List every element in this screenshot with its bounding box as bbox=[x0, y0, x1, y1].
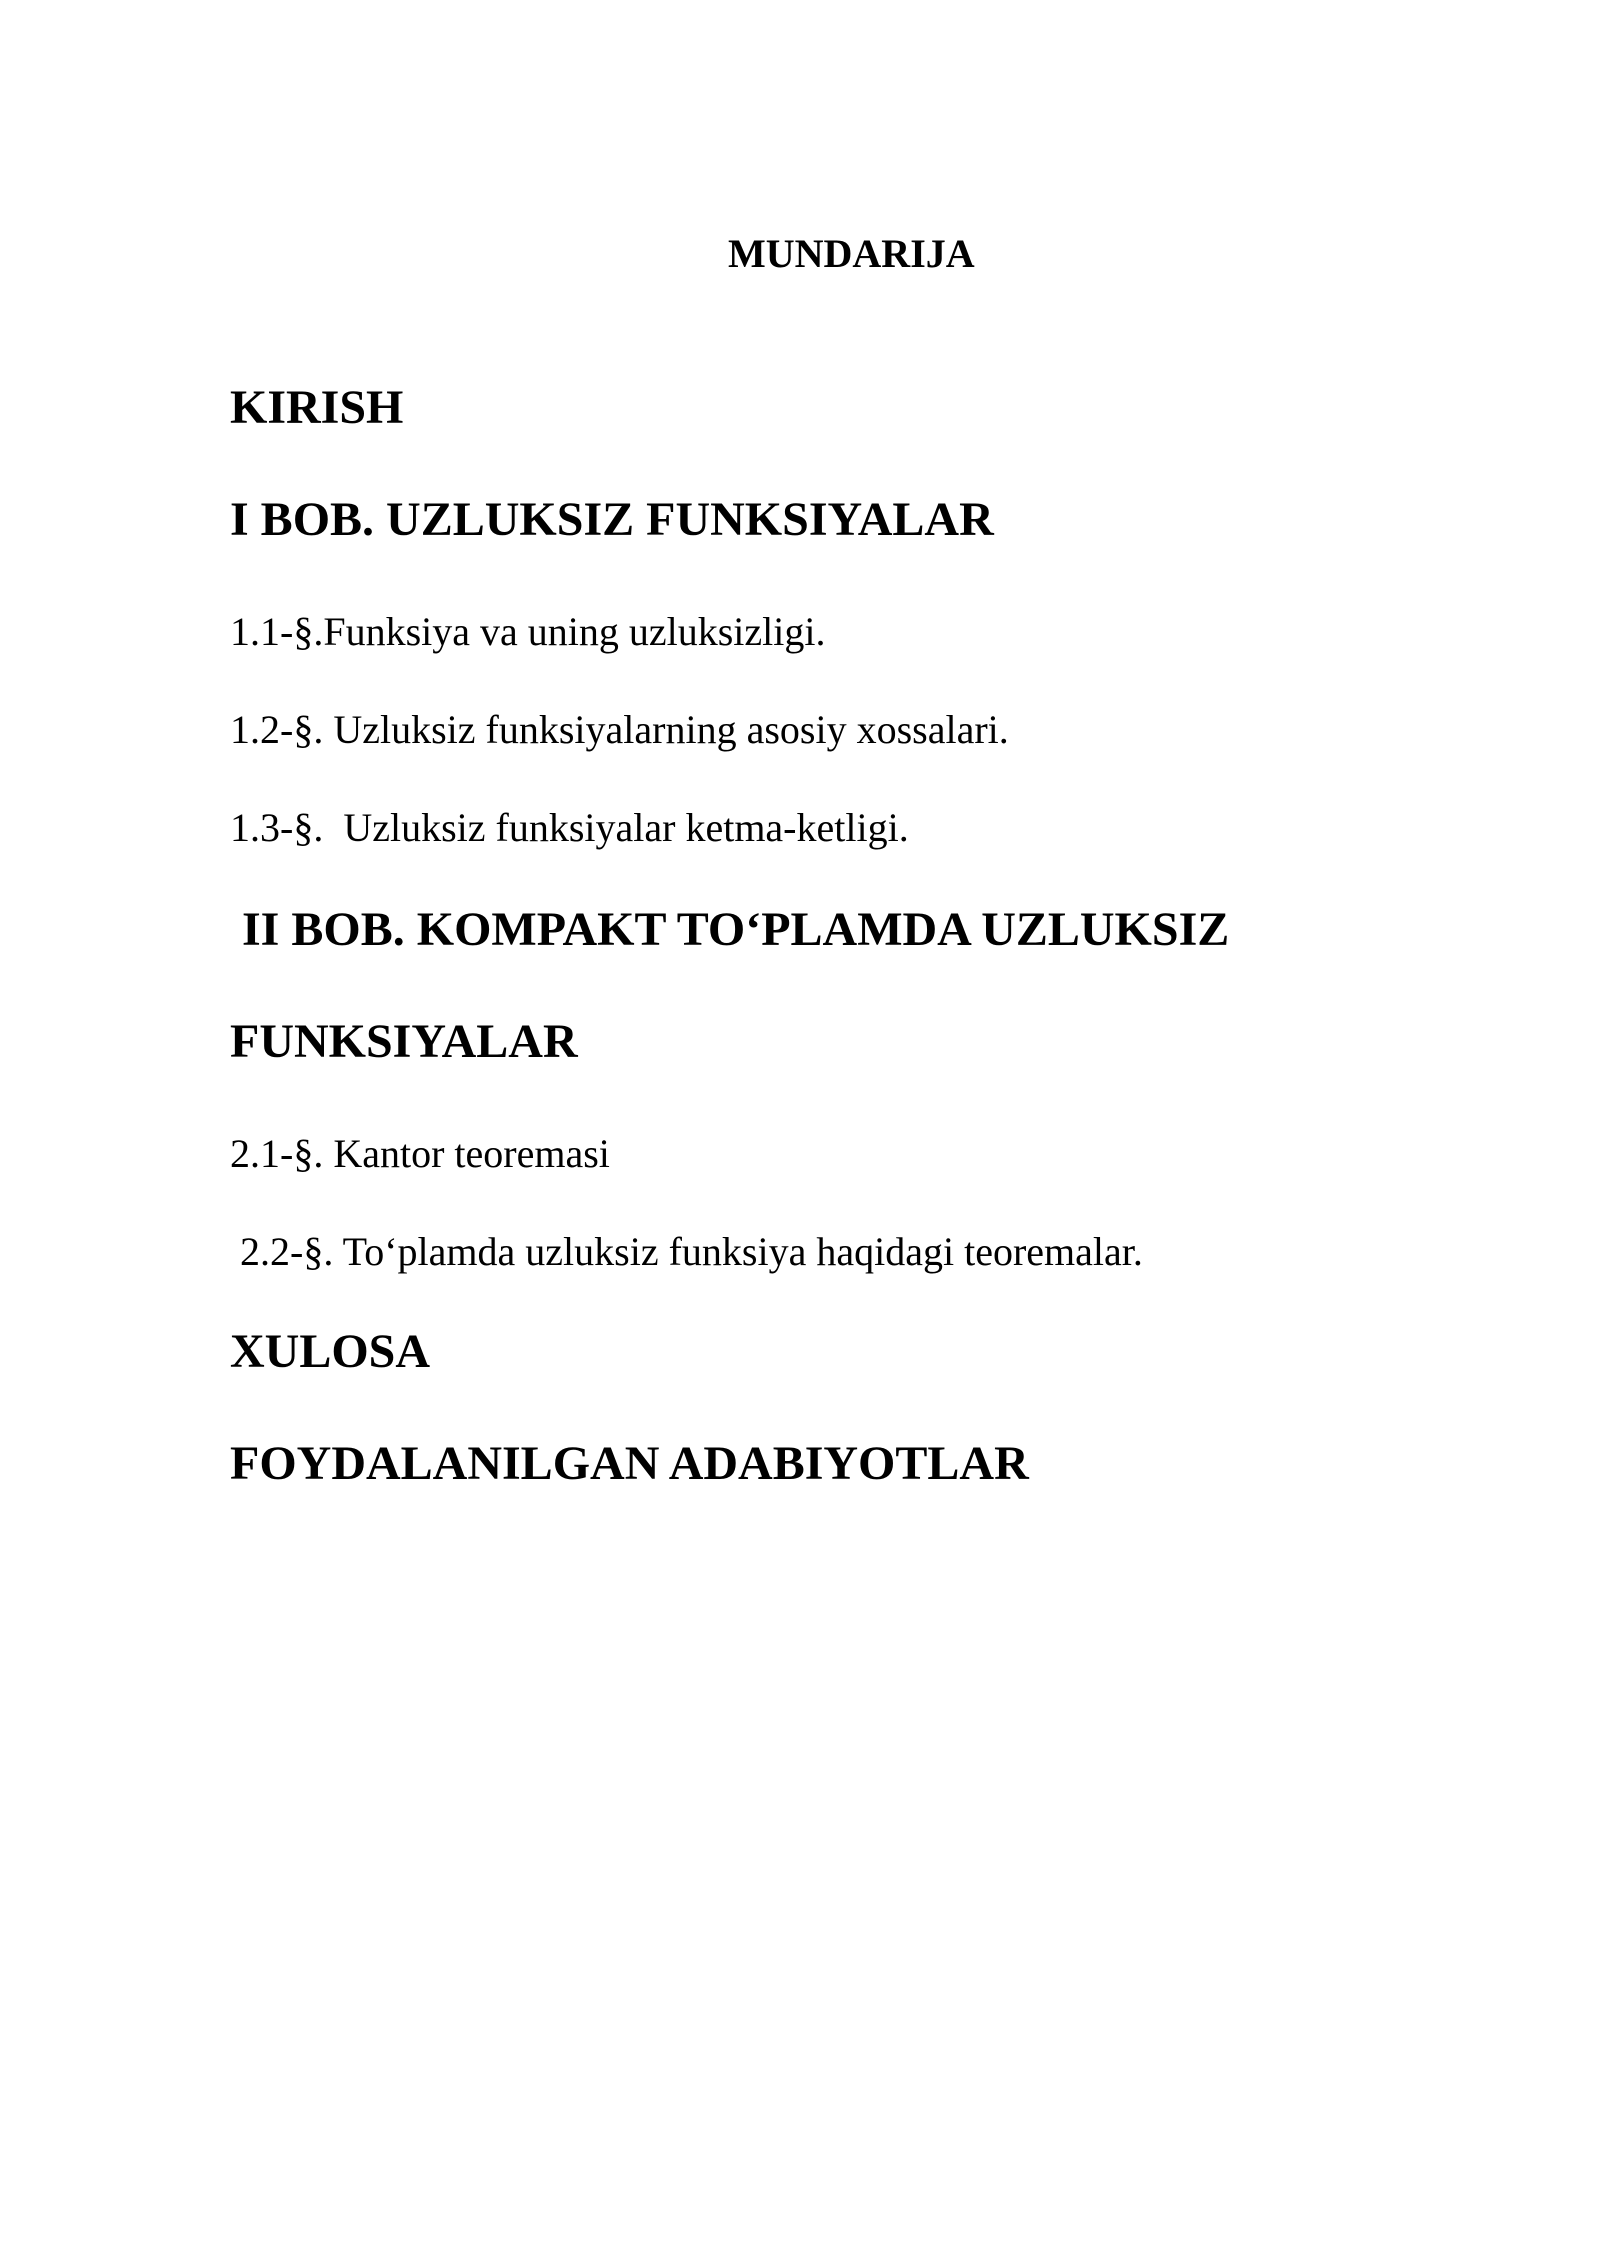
toc-section-1-2: 1.2-§. Uzluksiz funksiyalarning asosiy xossalari. bbox=[230, 707, 1009, 752]
toc-references: FOYDALANILGAN ADABIYOTLAR bbox=[230, 1437, 1029, 1490]
toc-chapter-1: I BOB. UZLUKSIZ FUNKSIYALAR bbox=[230, 493, 994, 546]
toc-section-1-1: 1.1-§.Funksiya va uning uzluksizligi. bbox=[230, 609, 826, 654]
toc-section-2-1: 2.1-§. Kantor teoremasi bbox=[230, 1131, 610, 1176]
toc-chapter-2-line-1: II BOB. KOMPAKT TO‘PLAMDA UZLUKSIZ bbox=[230, 903, 1230, 956]
toc-intro: KIRISH bbox=[230, 381, 404, 434]
toc-chapter-2-line-2: FUNKSIYALAR bbox=[230, 1015, 578, 1068]
toc-section-1-3: 1.3-§. Uzluksiz funksiyalar ketma-ketligi. bbox=[230, 805, 909, 850]
page-title: MUNDARIJA bbox=[728, 231, 975, 276]
toc-section-2-2: 2.2-§. To‘plamda uzluksiz funksiya haqidagi teoremalar. bbox=[230, 1229, 1143, 1274]
toc-conclusion: XULOSA bbox=[230, 1325, 431, 1378]
